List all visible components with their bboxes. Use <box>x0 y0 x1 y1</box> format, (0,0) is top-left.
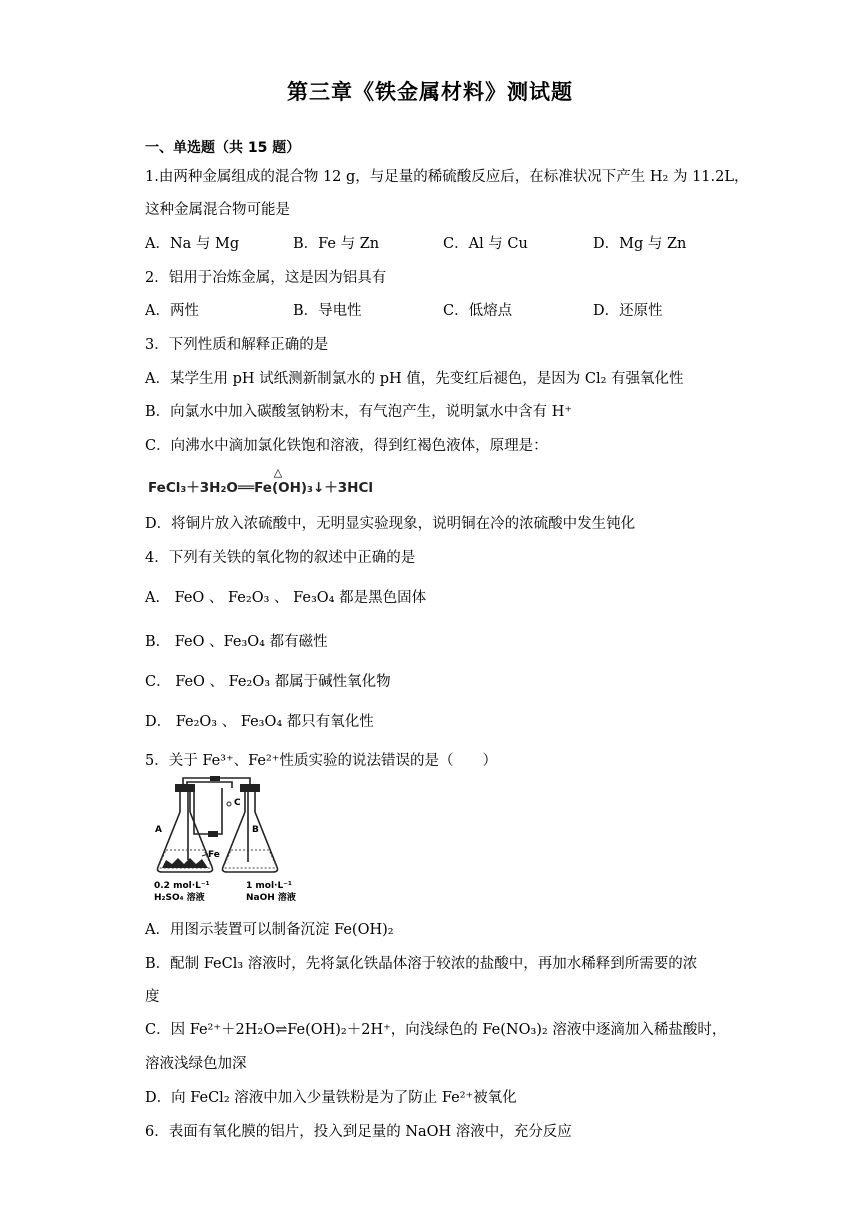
q1-options <box>145 232 745 252</box>
q2-stem: 2．铝用于冶炼金属，这是因为铝具有 <box>145 270 387 286</box>
label-c: C <box>234 798 241 808</box>
label-left-conc: 0.2 mol·L⁻¹ <box>154 881 210 891</box>
q3-equation-text: FeCl₃＋3H₂O══Fe(OH)₃↓＋3HCl <box>148 480 374 496</box>
q5-option-b-line2: 度 <box>145 989 160 1005</box>
q6-stem: 6．表面有氧化膜的铝片，投入到足量的 NaOH 溶液中，充分反应 <box>145 1124 572 1140</box>
q5-stem: 5．关于 Fe³⁺、Fe²⁺性质实验的说法错误的是（ ） <box>145 753 497 769</box>
label-fe: Fe <box>208 850 220 860</box>
q1-stem-line1: 1.由两种金属组成的混合物 12 g，与足量的稀硫酸反应后，在标准状况下产生 H₂ 为 11.2L， <box>145 169 749 185</box>
page-title: 第三章《铁金属材料》测试题 <box>287 80 573 104</box>
q1-option-b: B．Fe 与 Zn <box>293 236 380 252</box>
q3-option-a: A．某学生用 pH 试纸测新制氯水的 pH 值，先变红后褪色，是因为 Cl₂ 有强氧化性 <box>145 371 684 387</box>
q2-options <box>145 299 745 319</box>
iron-pieces <box>162 858 208 868</box>
q1-option-a: A．Na 与 Mg <box>145 236 240 252</box>
q5-option-a: A．用图示装置可以制备沉淀 Fe(OH)₂ <box>145 922 394 938</box>
q3-equation-image <box>148 468 408 498</box>
left-stopper <box>175 784 195 792</box>
q3-option-b: B．向氯水中加入碳酸氢钠粉末，有气泡产生，说明氯水中含有 H⁺ <box>145 404 573 420</box>
q4-stem: 4．下列有关铁的氧化物的叙述中正确的是 <box>145 550 416 566</box>
q2-option-d: D．还原性 <box>593 303 663 319</box>
q3-option-d: D．将铜片放入浓硫酸中，无明显实验现象，说明铜在冷的浓硫酸中发生钝化 <box>145 516 636 532</box>
q5-option-c-line1: C．因 Fe²⁺＋2H₂O⇌Fe(OH)₂＋2H⁺，向浅绿色的 Fe(NO₃)₂ 溶液中逐滴加入稀盐酸时， <box>145 1022 727 1038</box>
q4-option-a: A． FeO 、 Fe₂O₃ 、 Fe₃O₄ 都是黑色固体 <box>145 590 427 606</box>
q3-stem: 3．下列性质和解释正确的是 <box>145 337 329 353</box>
label-a: A <box>155 825 162 835</box>
section-heading: 一、单选题（共 15 题） <box>145 140 301 156</box>
q2-option-b: B．导电性 <box>293 303 362 319</box>
label-right-conc: 1 mol·L⁻¹ <box>246 881 292 891</box>
q3-option-c: C．向沸水中滴加氯化铁饱和溶液，得到红褐色液体，原理是： <box>145 438 548 454</box>
q2-option-a: A．两性 <box>145 303 199 319</box>
q5-option-d: D．向 FeCl₂ 溶液中加入少量铁粉是为了防止 Fe²⁺被氧化 <box>145 1090 517 1106</box>
q5-option-c-line2: 溶液浅绿色加深 <box>145 1056 247 1072</box>
q5-apparatus-diagram <box>150 772 310 907</box>
label-left-solution: H₂SO₄ 溶液 <box>154 893 205 903</box>
q4-option-d: D． Fe₂O₃ 、 Fe₃O₄ 都只有氧化性 <box>145 714 374 730</box>
label-b: B <box>252 825 259 835</box>
q4-option-c: C． FeO 、 Fe₂O₃ 都属于碱性氧化物 <box>145 674 391 690</box>
q3-equation-condition: △ <box>273 468 283 479</box>
q1-stem-line2: 这种金属混合物可能是 <box>145 202 290 218</box>
label-right-solution: NaOH 溶液 <box>246 893 296 903</box>
q4-option-b: B． FeO 、Fe₃O₄ 都有磁性 <box>145 634 328 650</box>
q1-option-d: D．Mg 与 Zn <box>593 236 687 252</box>
q2-option-c: C．低熔点 <box>443 303 513 319</box>
q5-option-b-line1: B．配制 FeCl₃ 溶液时，先将氯化铁晶体溶于较浓的盐酸中，再加水稀释到所需要的浓 <box>145 956 698 972</box>
q1-option-c: C．Al 与 Cu <box>443 236 528 252</box>
right-stopper <box>240 784 260 792</box>
